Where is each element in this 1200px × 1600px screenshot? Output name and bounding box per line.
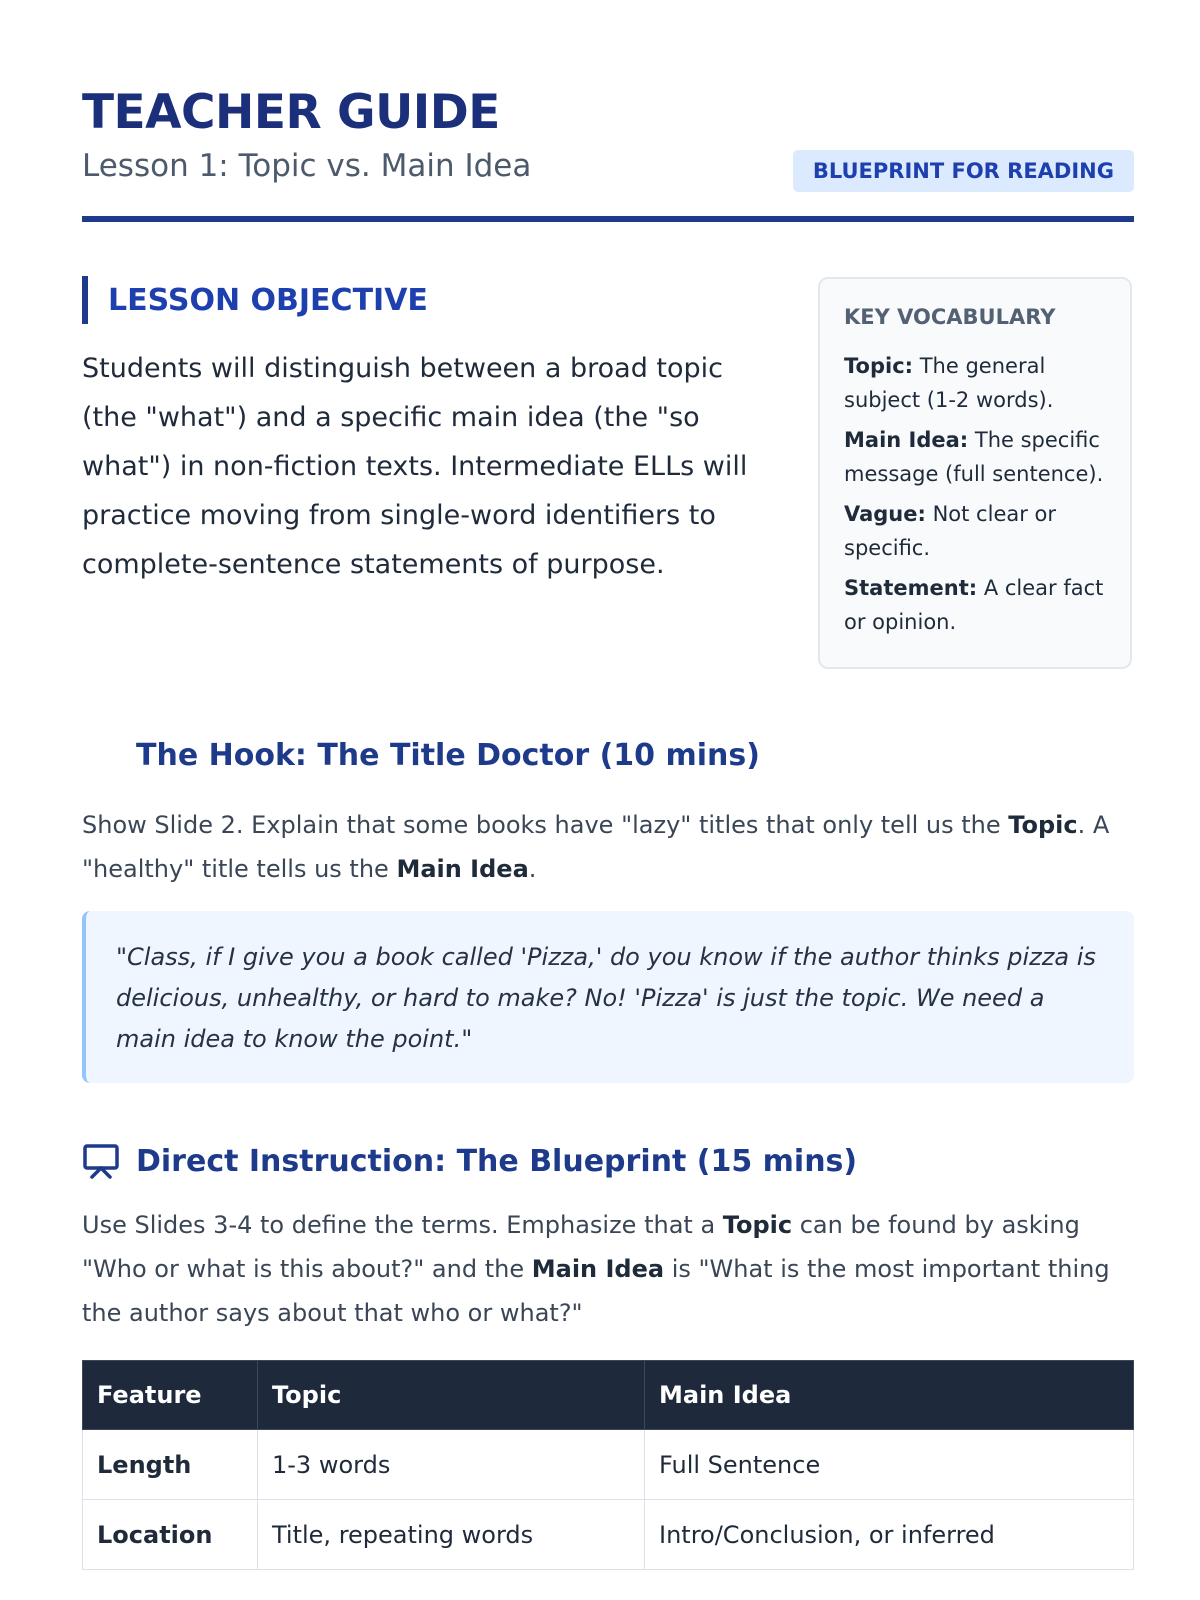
vocab-definition: Not clear or specific. <box>844 502 1057 560</box>
table-cell: 1-3 words <box>258 1430 645 1500</box>
instruction-text-part: can be found by asking "Who or what is this about?" and the <box>82 1211 1080 1283</box>
table-header-row <box>83 1361 1134 1430</box>
accent-bar <box>82 276 88 324</box>
page-header <box>82 84 1134 186</box>
vocabulary-heading: KEY VOCABULARY <box>844 305 1056 329</box>
hook-bold-term: Topic <box>1008 811 1078 839</box>
vocab-item <box>844 497 1106 565</box>
vocab-term: Topic: <box>844 354 914 378</box>
vocab-term: Statement: <box>844 576 978 600</box>
vocab-term: Main Idea: <box>844 428 969 452</box>
lesson-subtitle: Lesson 1: Topic vs. Main Idea <box>82 148 532 184</box>
table-cell: Title, repeating words <box>258 1500 645 1570</box>
lesson-objective-section <box>82 276 782 589</box>
objective-heading: LESSON OBJECTIVE <box>108 282 428 318</box>
hook-text-part: Show Slide 2. Explain that some books have "lazy" titles that only tell us the <box>82 811 1009 839</box>
instruction-bold-term: Main Idea <box>531 1255 665 1283</box>
objective-text: Students will distinguish between a broad topic (the "what") and a specific main idea (the "so what") in non-fiction texts. Intermediate ELLs will practice moving from single-word identifiers to complete-sentence statements of purpose. <box>82 353 748 580</box>
column-header: Main Idea <box>645 1361 1134 1430</box>
page-title: TEACHER GUIDE <box>82 85 500 140</box>
table-cell: Intro/Conclusion, or inferred <box>645 1500 1134 1570</box>
teacher-script-quote: "Class, if I give you a book called 'Pizza,' do you know if the author thinks pizza is delicious, unhealthy, or hard to make? No! 'Pizza' is just the topic. We need a main idea to know the point." <box>82 911 1134 1083</box>
vocab-definition: A clear fact or opinion. <box>844 576 1104 634</box>
objective-heading-row <box>82 276 782 324</box>
program-badge: BLUEPRINT FOR READING <box>793 150 1134 192</box>
instruction-heading: Direct Instruction: The Blueprint (15 mins) <box>136 1143 858 1179</box>
column-header: Topic <box>258 1361 645 1430</box>
instruction-text-part: Use Slides 3-4 to define the terms. Emphasize that a <box>82 1211 723 1239</box>
instruction-text <box>82 1203 1134 1335</box>
header-divider <box>82 216 1134 222</box>
hook-heading: The Hook: The Title Doctor (10 mins) <box>136 738 760 773</box>
comparison-table <box>82 1360 1134 1570</box>
hook-text-part: . <box>528 855 537 883</box>
table-row <box>83 1430 1134 1500</box>
table-cell: Location <box>83 1500 258 1570</box>
hook-text-part: . A "healthy" title tells us the <box>82 811 1110 883</box>
instruction-heading-row <box>82 1142 857 1180</box>
vocab-definition: The specific message (full sentence). <box>844 428 1104 486</box>
vocab-item <box>844 571 1106 639</box>
vocab-item <box>844 423 1106 491</box>
instruction-text-part: is "What is the most important thing the author says about that who or what?" <box>82 1255 1110 1327</box>
table-cell: Length <box>83 1430 258 1500</box>
instruction-bold-term: Topic <box>722 1211 793 1239</box>
vocab-definition: The general subject (1-2 words). <box>844 354 1054 412</box>
hook-text <box>82 803 1134 891</box>
table-row <box>83 1500 1134 1570</box>
hook-bold-term: Main Idea <box>396 855 529 883</box>
vocab-item <box>844 349 1106 417</box>
key-vocabulary-box <box>818 277 1132 669</box>
vocab-term: Vague: <box>844 502 926 526</box>
column-header: Feature <box>83 1361 258 1430</box>
table-cell: Full Sentence <box>645 1430 1134 1500</box>
presentation-board-icon <box>82 1142 120 1180</box>
